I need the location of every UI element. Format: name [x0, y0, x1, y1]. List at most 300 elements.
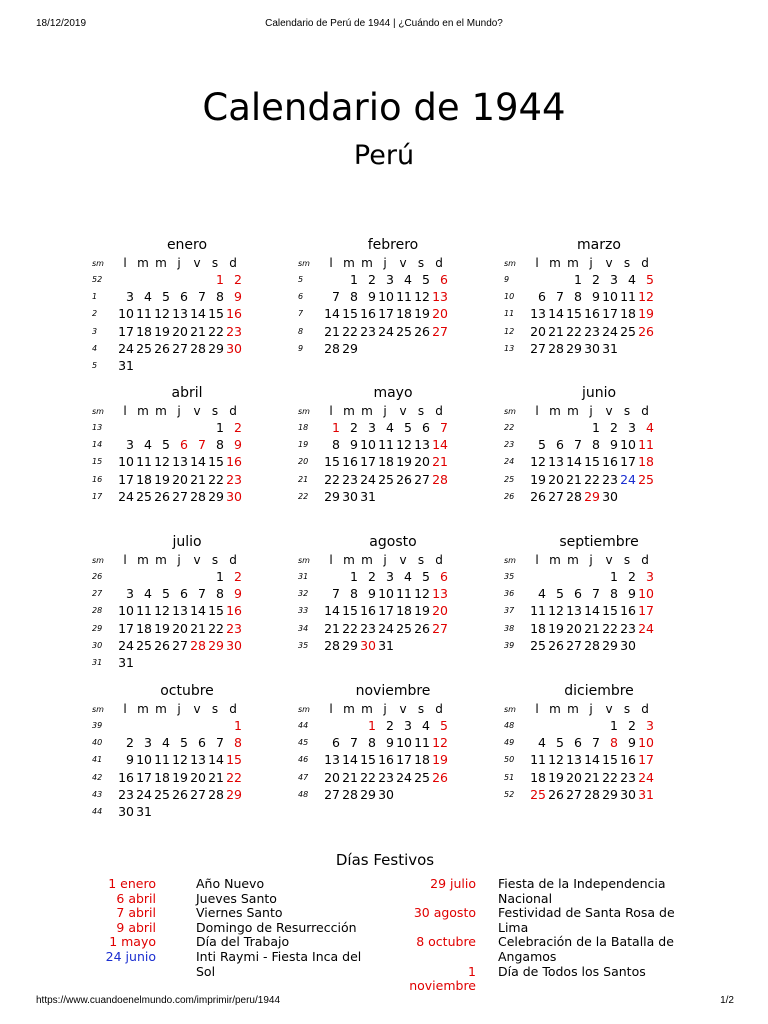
week-row — [296, 453, 468, 470]
print-date: 18/12/2019 — [36, 18, 87, 29]
week-number: 11 — [504, 309, 515, 319]
week-number-header: sm — [92, 258, 104, 268]
day-cell: 15 — [226, 752, 242, 768]
weekday-header: s — [623, 256, 631, 270]
day-cell: 4 — [144, 437, 152, 453]
day-cell: 19 — [530, 471, 546, 487]
holiday-date: 7 abril — [116, 905, 156, 921]
week-number: 5 — [92, 361, 98, 371]
week-row — [502, 453, 674, 470]
day-cell: 9 — [368, 289, 376, 305]
day-cell: 18 — [136, 323, 152, 339]
week-number: 31 — [92, 658, 103, 668]
day-cell: 18 — [154, 769, 170, 785]
day-cell: 17 — [136, 769, 152, 785]
day-cell: 18 — [638, 454, 654, 470]
day-cell: 23 — [226, 620, 242, 636]
weekday-header: j — [589, 702, 593, 716]
day-cell: 15 — [208, 603, 224, 619]
month-name: julio — [172, 534, 202, 550]
day-cell: 4 — [404, 569, 412, 585]
day-cell: 20 — [548, 471, 564, 487]
holiday-date: 8 octubre — [416, 934, 476, 950]
weekday-header-row — [502, 552, 674, 568]
weekday-header-row — [90, 255, 262, 271]
day-cell: 29 — [566, 340, 582, 356]
week-number: 5 — [298, 275, 304, 285]
day-cell: 26 — [548, 786, 564, 802]
day-cell: 19 — [154, 323, 170, 339]
day-cell: 21 — [584, 620, 600, 636]
day-cell: 27 — [190, 786, 206, 802]
weekday-header: j — [177, 256, 181, 270]
day-cell: 21 — [548, 323, 564, 339]
week-number: 34 — [298, 623, 309, 633]
day-cell: 29 — [342, 637, 358, 653]
print-page-title: Calendario de Perú de 1944 | ¿Cuándo en el Mundo? — [265, 18, 503, 29]
day-cell: 15 — [566, 306, 582, 322]
week-number: 42 — [92, 772, 103, 782]
day-cell: 25 — [396, 620, 412, 636]
week-number: 30 — [92, 640, 103, 650]
day-cell: 1 — [350, 272, 358, 288]
day-cell: 25 — [396, 323, 412, 339]
week-number: 32 — [298, 589, 309, 599]
day-cell: 6 — [440, 569, 448, 585]
week-number-header: sm — [298, 704, 310, 714]
day-cell: 12 — [548, 603, 564, 619]
day-cell: 14 — [342, 752, 358, 768]
day-cell: 22 — [566, 323, 582, 339]
week-row — [90, 271, 262, 288]
day-cell: 29 — [584, 488, 600, 504]
month-name: enero — [166, 237, 208, 253]
holidays-list-right — [402, 877, 678, 994]
week-number: 35 — [298, 640, 309, 650]
weekday-header: m — [549, 404, 561, 418]
day-cell: 7 — [592, 586, 600, 602]
week-row — [296, 751, 468, 768]
day-cell: 17 — [118, 323, 134, 339]
week-number: 20 — [298, 457, 309, 467]
week-row — [296, 769, 468, 786]
day-cell: 9 — [234, 437, 242, 453]
weekday-header: m — [567, 256, 579, 270]
day-cell: 10 — [396, 735, 412, 751]
holiday-item — [100, 877, 371, 892]
day-cell: 22 — [602, 769, 618, 785]
day-cell: 6 — [198, 735, 206, 751]
day-cell: 23 — [118, 786, 134, 802]
day-cell: 4 — [144, 289, 152, 305]
day-cell: 30 — [226, 340, 242, 356]
day-cell: 12 — [154, 454, 170, 470]
day-cell: 11 — [620, 289, 636, 305]
week-number: 38 — [504, 623, 515, 633]
month-noviembre — [296, 681, 468, 803]
day-cell: 21 — [190, 323, 206, 339]
weekday-header: d — [641, 256, 649, 270]
day-cell: 19 — [638, 306, 654, 322]
day-cell: 25 — [378, 471, 394, 487]
day-cell: 19 — [396, 454, 412, 470]
day-cell: 17 — [118, 620, 134, 636]
country-subtitle: Perú — [353, 140, 415, 171]
day-cell: 29 — [602, 637, 618, 653]
week-number-header: sm — [298, 406, 310, 416]
week-number: 48 — [504, 721, 515, 731]
day-cell: 19 — [432, 752, 448, 768]
week-number: 3 — [92, 326, 98, 336]
day-cell: 6 — [180, 586, 188, 602]
week-row — [502, 271, 674, 288]
day-cell: 11 — [136, 306, 152, 322]
day-cell: 16 — [118, 769, 134, 785]
day-cell: 4 — [144, 586, 152, 602]
day-cell: 11 — [136, 603, 152, 619]
day-cell: 18 — [136, 471, 152, 487]
day-cell: 26 — [530, 488, 546, 504]
week-row — [296, 734, 468, 751]
week-row — [296, 419, 468, 436]
day-cell: 6 — [440, 272, 448, 288]
day-cell: 20 — [190, 769, 206, 785]
day-cell: 8 — [592, 437, 600, 453]
day-cell: 2 — [386, 718, 394, 734]
day-cell: 25 — [620, 323, 636, 339]
weekday-header: m — [549, 553, 561, 567]
day-cell: 21 — [324, 620, 340, 636]
day-cell: 15 — [602, 752, 618, 768]
day-cell: 1 — [234, 718, 242, 734]
day-cell: 8 — [350, 586, 358, 602]
month-name: diciembre — [564, 683, 634, 699]
day-cell: 20 — [432, 603, 448, 619]
day-cell: 28 — [584, 786, 600, 802]
day-cell: 26 — [154, 488, 170, 504]
week-number: 47 — [298, 772, 309, 782]
day-cell: 1 — [216, 272, 224, 288]
day-cell: 30 — [226, 488, 242, 504]
day-cell: 30 — [620, 786, 636, 802]
day-cell: 1 — [216, 420, 224, 436]
day-cell: 1 — [350, 569, 358, 585]
day-cell: 7 — [592, 735, 600, 751]
week-number-header: sm — [504, 704, 516, 714]
weekday-header: d — [229, 404, 237, 418]
day-cell: 8 — [574, 289, 582, 305]
day-cell: 5 — [556, 735, 564, 751]
day-cell: 15 — [208, 454, 224, 470]
month-julio — [90, 532, 262, 671]
day-cell: 10 — [602, 289, 618, 305]
weekday-header: m — [567, 553, 579, 567]
week-number: 52 — [504, 789, 515, 799]
weekday-header: s — [211, 256, 219, 270]
day-cell: 7 — [332, 289, 340, 305]
day-cell: 9 — [386, 735, 394, 751]
day-cell: 20 — [530, 323, 546, 339]
day-cell: 11 — [638, 437, 654, 453]
day-cell: 6 — [556, 437, 564, 453]
day-cell: 24 — [118, 488, 134, 504]
day-cell: 13 — [432, 289, 448, 305]
day-cell: 13 — [432, 586, 448, 602]
week-row — [90, 786, 262, 803]
weekday-header: l — [123, 256, 127, 270]
week-number: 40 — [92, 738, 103, 748]
week-number: 46 — [298, 755, 309, 765]
day-cell: 2 — [628, 569, 636, 585]
week-number: 9 — [504, 275, 510, 285]
holiday-date: 29 julio — [430, 876, 476, 891]
week-row — [502, 323, 674, 340]
week-row — [296, 786, 468, 803]
week-row — [296, 717, 468, 734]
weekday-header: v — [399, 404, 407, 418]
day-cell: 14 — [432, 437, 448, 453]
weekday-header: l — [123, 404, 127, 418]
day-cell: 26 — [396, 471, 412, 487]
day-cell: 2 — [368, 272, 376, 288]
weekday-header-row — [90, 552, 262, 568]
holiday-item — [402, 906, 678, 935]
holiday-item — [402, 877, 678, 906]
day-cell: 22 — [226, 769, 242, 785]
month-name: febrero — [367, 237, 419, 253]
weekday-header: m — [361, 404, 373, 418]
weekday-header-row — [296, 701, 468, 717]
day-cell: 27 — [172, 637, 188, 653]
day-cell: 22 — [208, 471, 224, 487]
day-cell: 22 — [208, 620, 224, 636]
weekday-header: m — [567, 702, 579, 716]
week-row — [90, 734, 262, 751]
day-cell: 2 — [592, 272, 600, 288]
day-cell: 9 — [610, 437, 618, 453]
day-cell: 20 — [432, 306, 448, 322]
day-cell: 16 — [360, 603, 376, 619]
week-number: 36 — [504, 589, 515, 599]
week-number-header: sm — [298, 555, 310, 565]
week-number: 22 — [504, 423, 515, 433]
week-number: 2 — [92, 309, 98, 319]
day-cell: 20 — [324, 769, 340, 785]
day-cell: 29 — [208, 340, 224, 356]
day-cell: 31 — [638, 786, 654, 802]
week-row — [502, 620, 674, 637]
day-cell: 28 — [432, 471, 448, 487]
day-cell: 5 — [404, 420, 412, 436]
day-cell: 22 — [584, 471, 600, 487]
day-cell: 19 — [414, 603, 430, 619]
day-cell: 24 — [378, 620, 394, 636]
day-cell: 14 — [584, 752, 600, 768]
day-cell: 5 — [180, 735, 188, 751]
week-number: 24 — [504, 457, 515, 467]
weekday-header: s — [211, 404, 219, 418]
week-number: 52 — [92, 275, 103, 285]
weekday-header: l — [123, 553, 127, 567]
day-cell: 28 — [324, 340, 340, 356]
day-cell: 16 — [584, 306, 600, 322]
weekday-header: v — [605, 553, 613, 567]
day-cell: 26 — [548, 637, 564, 653]
day-cell: 18 — [530, 620, 546, 636]
week-number: 44 — [298, 721, 309, 731]
holiday-name: Celebración de la Batalla de Angamos — [498, 934, 674, 964]
day-cell: 12 — [530, 454, 546, 470]
day-cell: 13 — [324, 752, 340, 768]
day-cell: 7 — [556, 289, 564, 305]
day-cell: 8 — [216, 586, 224, 602]
day-cell: 9 — [628, 735, 636, 751]
week-number: 25 — [504, 474, 515, 484]
week-row — [502, 585, 674, 602]
day-cell: 19 — [154, 620, 170, 636]
day-cell: 28 — [584, 637, 600, 653]
day-cell: 20 — [566, 620, 582, 636]
weekday-header: m — [549, 702, 561, 716]
day-cell: 15 — [602, 603, 618, 619]
day-cell: 8 — [350, 289, 358, 305]
week-number-header: sm — [92, 555, 104, 565]
day-cell: 3 — [144, 735, 152, 751]
day-cell: 10 — [378, 289, 394, 305]
day-cell: 14 — [190, 603, 206, 619]
weekday-header: m — [155, 553, 167, 567]
day-cell: 13 — [172, 603, 188, 619]
day-cell: 23 — [360, 323, 376, 339]
holiday-name: Día del Trabajo — [196, 934, 290, 950]
day-cell: 3 — [610, 272, 618, 288]
day-cell: 17 — [638, 752, 654, 768]
weekday-header: d — [435, 702, 443, 716]
day-cell: 11 — [530, 603, 546, 619]
day-cell: 31 — [118, 655, 134, 671]
day-cell: 25 — [414, 769, 430, 785]
day-cell: 20 — [172, 471, 188, 487]
week-row — [90, 769, 262, 786]
day-cell: 29 — [324, 488, 340, 504]
day-cell: 18 — [378, 454, 394, 470]
day-cell: 1 — [216, 569, 224, 585]
weekday-header: v — [193, 553, 201, 567]
week-number: 49 — [504, 738, 515, 748]
day-cell: 27 — [172, 488, 188, 504]
day-cell: 6 — [332, 735, 340, 751]
day-cell: 10 — [620, 437, 636, 453]
day-cell: 19 — [548, 769, 564, 785]
day-cell: 11 — [396, 289, 412, 305]
week-row — [90, 436, 262, 453]
day-cell: 27 — [172, 340, 188, 356]
weekday-header: j — [383, 702, 387, 716]
holiday-item — [100, 906, 371, 921]
day-cell: 23 — [378, 769, 394, 785]
day-cell: 2 — [368, 569, 376, 585]
holiday-date: 1 noviembre — [409, 963, 476, 994]
weekday-header-row — [296, 552, 468, 568]
holiday-name: Domingo de Resurrección — [196, 919, 357, 935]
day-cell: 5 — [422, 272, 430, 288]
day-cell: 23 — [584, 323, 600, 339]
day-cell: 2 — [126, 735, 134, 751]
day-cell: 6 — [574, 735, 582, 751]
day-cell: 2 — [628, 718, 636, 734]
day-cell: 28 — [342, 786, 358, 802]
day-cell: 9 — [350, 437, 358, 453]
week-number: 13 — [92, 423, 103, 433]
day-cell: 17 — [638, 603, 654, 619]
weekday-header: j — [589, 553, 593, 567]
weekday-header: v — [399, 702, 407, 716]
weekday-header: s — [623, 404, 631, 418]
weekday-header: v — [399, 256, 407, 270]
day-cell: 28 — [324, 637, 340, 653]
weekday-header: m — [343, 702, 355, 716]
week-row — [296, 436, 468, 453]
day-cell: 17 — [620, 454, 636, 470]
weekday-header: l — [329, 256, 333, 270]
day-cell: 21 — [432, 454, 448, 470]
weekday-header: d — [435, 404, 443, 418]
weekday-header: m — [549, 256, 561, 270]
weekday-header: v — [193, 404, 201, 418]
day-cell: 7 — [350, 735, 358, 751]
day-cell: 17 — [602, 306, 618, 322]
day-cell: 12 — [548, 752, 564, 768]
day-cell: 9 — [368, 586, 376, 602]
week-row — [90, 488, 262, 505]
day-cell: 25 — [530, 637, 546, 653]
week-number-header: sm — [92, 406, 104, 416]
day-cell: 21 — [190, 471, 206, 487]
week-number: 26 — [92, 572, 103, 582]
week-row — [296, 471, 468, 488]
week-row — [296, 288, 468, 305]
week-row — [296, 585, 468, 602]
day-cell: 6 — [574, 586, 582, 602]
day-cell: 5 — [162, 586, 170, 602]
day-cell: 24 — [602, 323, 618, 339]
day-cell: 30 — [118, 804, 134, 820]
day-cell: 6 — [422, 420, 430, 436]
week-row — [502, 786, 674, 803]
day-cell: 10 — [360, 437, 376, 453]
day-cell: 24 — [118, 340, 134, 356]
weekday-header: v — [605, 404, 613, 418]
day-cell: 14 — [190, 454, 206, 470]
day-cell: 5 — [162, 289, 170, 305]
day-cell: 27 — [566, 637, 582, 653]
week-row — [90, 288, 262, 305]
weekday-header: s — [211, 553, 219, 567]
weekday-header-row — [296, 255, 468, 271]
weekday-header: d — [435, 256, 443, 270]
holiday-item — [402, 935, 678, 964]
month-name: marzo — [577, 237, 621, 253]
weekday-header: l — [329, 404, 333, 418]
day-cell: 14 — [324, 306, 340, 322]
day-cell: 15 — [208, 306, 224, 322]
day-cell: 13 — [414, 437, 430, 453]
weekday-header: m — [137, 256, 149, 270]
month-junio — [502, 383, 674, 505]
day-cell: 5 — [556, 586, 564, 602]
week-number: 12 — [504, 326, 515, 336]
week-number: 43 — [92, 789, 103, 799]
